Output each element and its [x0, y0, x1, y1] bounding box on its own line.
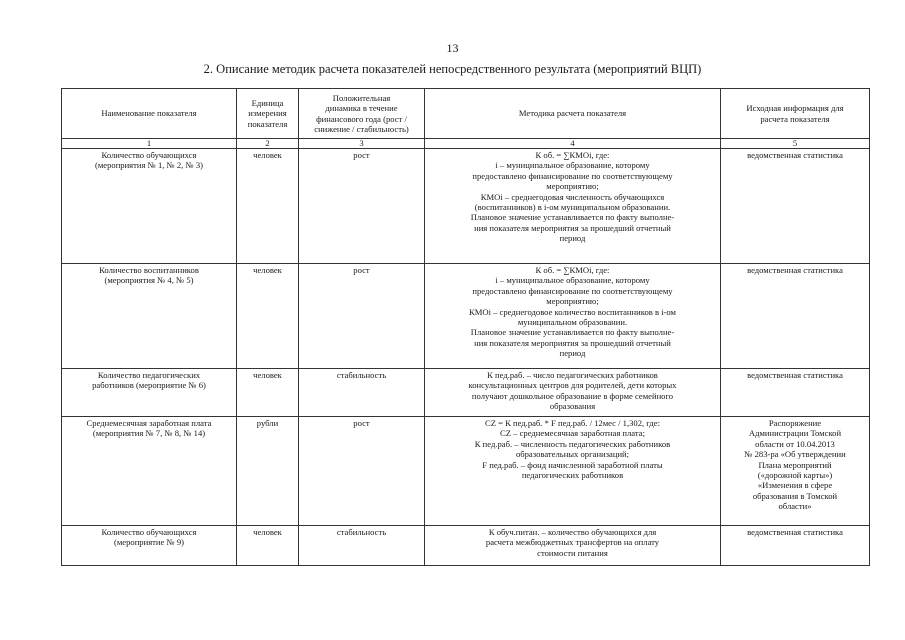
text-line: К пед.раб. – число педагогических работников [487, 370, 658, 380]
text-line: К обуч.питан. – количество обучающихся для [488, 527, 657, 537]
table-row [62, 526, 870, 566]
text-line: показателя [247, 118, 288, 129]
method-cell [425, 369, 721, 417]
method-cell [425, 526, 721, 566]
dynamics-cell: стабильность [299, 369, 425, 417]
header-cell-name [62, 89, 237, 139]
text-line: Единица [251, 97, 284, 108]
text-line: (мероприятия № 4, № 5) [104, 275, 194, 286]
column-number: 1 [62, 139, 237, 149]
text-line: К об. = ∑КМОi, где: [535, 150, 610, 160]
table-row [62, 149, 870, 264]
header-cell-dynamics [299, 89, 425, 139]
header-cell-method [425, 89, 721, 139]
text-line: F пед.раб. – фонд начисленной заработной платы [482, 459, 663, 470]
unit-cell: человек [237, 264, 299, 369]
text-line: педагогических работников [521, 470, 624, 481]
text-line: Распоряжение [768, 418, 822, 428]
text-line: («дорожной карты») [757, 470, 833, 481]
text-line: получают дошкольное образование в форме семейного [471, 390, 674, 401]
text-line: К об. = ∑КМОi, где: [535, 265, 610, 275]
text-line: CZ = К пед.раб. * F пед.раб. / 12мес / 1,302, где: [485, 418, 660, 428]
indicator-method-table [61, 88, 870, 566]
method-cell [425, 149, 721, 264]
text-line: ведомственная статистика [747, 265, 843, 275]
text-line: предоставлено финансирование по соответствующему [472, 285, 673, 296]
text-line: расчета межбюджетных трансфертов на оплату [485, 537, 660, 548]
column-number: 4 [425, 139, 721, 149]
indicator-name-cell [62, 417, 237, 526]
dynamics-cell: рост [299, 417, 425, 526]
text-line: ведомственная статистика [747, 527, 843, 537]
text-line: образовательных организаций; [515, 449, 630, 460]
text-line: (воспитанников) в i-ом муниципальном образовании. [474, 202, 671, 213]
text-line: ния показателя мероприятия за прошедший отчетный [474, 337, 671, 348]
table-row [62, 417, 870, 526]
text-line: Количество обучающихся [101, 150, 197, 160]
text-line: финансового года (рост / [316, 113, 407, 124]
text-line: ведомственная статистика [747, 370, 843, 380]
text-line: области» [778, 501, 812, 512]
indicator-name-cell [62, 264, 237, 369]
text-line: динамика в течение [325, 103, 398, 114]
text-line: работников (мероприятие № 6) [92, 380, 206, 391]
header-cell-unit [237, 89, 299, 139]
indicator-name-cell [62, 149, 237, 264]
text-line: Наименование показателя [101, 108, 197, 119]
text-line: период [559, 233, 586, 244]
text-line: Администрации Томской [748, 428, 842, 439]
source-cell [721, 526, 870, 566]
column-number: 2 [237, 139, 299, 149]
text-line: образования [549, 401, 596, 412]
text-line: Плановое значение устанавливается по факту выполне- [470, 327, 675, 338]
text-line: стоимости питания [537, 547, 608, 558]
text-line: Количество обучающихся [101, 527, 197, 537]
text-line: Методика расчета показателя [518, 108, 627, 119]
column-number: 5 [721, 139, 870, 149]
text-line: мероприятию; [546, 181, 599, 192]
indicator-name-cell [62, 526, 237, 566]
unit-cell: рубли [237, 417, 299, 526]
table-header-row [62, 89, 870, 139]
source-cell [721, 149, 870, 264]
text-line: снижение / стабильность) [314, 123, 409, 134]
text-line: (мероприятия № 1, № 2, № 3) [94, 160, 203, 171]
text-line: Плана мероприятий [758, 459, 832, 470]
text-line: Количество воспитанников [99, 265, 199, 275]
dynamics-cell: рост [299, 264, 425, 369]
unit-cell: человек [237, 526, 299, 566]
text-line: период [559, 348, 586, 359]
text-line: (мероприятия № 7, № 8, № 14) [92, 428, 206, 439]
text-line: консультационных центров для родителей, дети которых [468, 380, 677, 391]
text-line: К пед.раб. – численность педагогических работников [474, 438, 671, 449]
text-line: муниципальном образовании. [517, 317, 628, 328]
column-number: 3 [299, 139, 425, 149]
text-line: Исходная информация для [746, 103, 844, 114]
text-line: Плановое значение устанавливается по факту выполне- [470, 212, 675, 223]
unit-cell: человек [237, 369, 299, 417]
indicator-name-cell [62, 369, 237, 417]
source-cell [721, 264, 870, 369]
text-line: образования в Томской [752, 490, 838, 501]
dynamics-cell: рост [299, 149, 425, 264]
source-cell [721, 417, 870, 526]
method-cell [425, 417, 721, 526]
text-line: предоставлено финансирование по соответствующему [472, 170, 673, 181]
text-line: Положительная [332, 92, 391, 103]
table-row [62, 369, 870, 417]
unit-cell: человек [237, 149, 299, 264]
text-line: ния показателя мероприятия за прошедший отчетный [474, 222, 671, 233]
table-row [62, 264, 870, 369]
text-line: CZ – среднемесячная заработная плата; [500, 428, 645, 439]
text-line: «Изменения в сфере [757, 480, 833, 491]
text-line: (мероприятие № 9) [114, 537, 184, 548]
text-line: i – муниципальное образование, которому [495, 160, 650, 171]
text-line: области от 10.04.2013 [755, 438, 835, 449]
page-number: 13 [446, 41, 459, 55]
source-cell [721, 369, 870, 417]
text-line: № 283-ра «Об утверждении [744, 449, 846, 460]
text-line: КМОi – среднегодовое количество воспитанников в i-ом [469, 306, 676, 317]
method-cell [425, 264, 721, 369]
column-number-row [62, 139, 870, 149]
text-line: КМОi – среднегодовая численность обучающихся [480, 191, 665, 202]
text-line: Количество педагогических [97, 370, 201, 380]
text-line: ведомственная статистика [747, 150, 843, 160]
header-cell-source [721, 89, 870, 139]
dynamics-cell: стабильность [299, 526, 425, 566]
text-line: измерения [248, 108, 287, 119]
text-line: расчета показателя [760, 113, 830, 124]
text-line: Среднемесячная заработная плата [86, 418, 212, 428]
text-line: i – муниципальное образование, которому [495, 275, 650, 286]
page-title: 2. Описание методик расчета показателей непосредственного результата (мероприятий ВЦП) [203, 62, 702, 76]
text-line: мероприятию; [546, 296, 599, 307]
